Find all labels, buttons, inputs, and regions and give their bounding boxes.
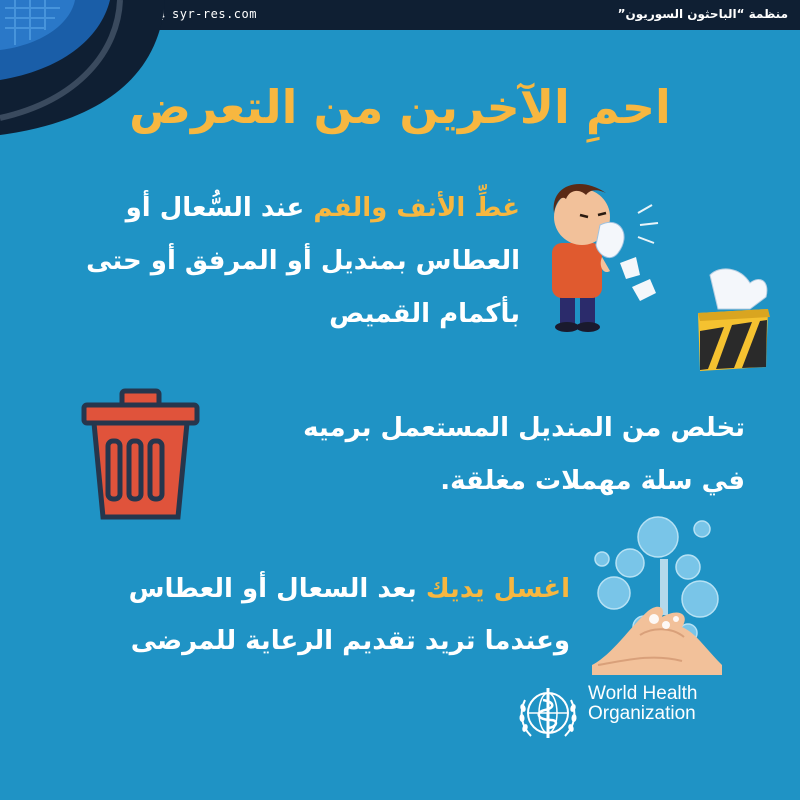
trash-bin-icon [78, 385, 203, 525]
site-url[interactable]: syr-res.com [172, 7, 257, 21]
tip-wash-hands [100, 563, 570, 667]
tip-wash-text: بعد السعال أو العطاس وعندما تريد تقديم الرعاية للمرضى [128, 574, 570, 656]
who-line-2: Organization [588, 703, 696, 724]
who-logo-text [588, 684, 697, 724]
tip-cover-text: عند السُّعال أو العطاس بمنديل أو المرفق أو حتى بأكمام القميص [86, 193, 520, 329]
sneezing-boy-illustration [540, 175, 670, 335]
tip-cover-mouth [50, 182, 520, 341]
tip-dispose-tissue: تخلص من المنديل المستعمل برميه في سلة مهملات مغلقة. [303, 413, 745, 496]
organization-name: منظمة “الباحثون السوريون” [617, 7, 788, 21]
tip-wash-highlight: اغسل يديك [425, 574, 570, 604]
tip-cover-highlight: غطِّ الأنف والفم [313, 193, 520, 223]
handwashing-illustration [592, 515, 722, 675]
who-line-1: World Health [588, 683, 698, 704]
tissue-box-icon [690, 265, 775, 375]
page-title: احمِ الآخرين من التعرض [129, 80, 671, 134]
who-emblem-icon [515, 680, 581, 746]
